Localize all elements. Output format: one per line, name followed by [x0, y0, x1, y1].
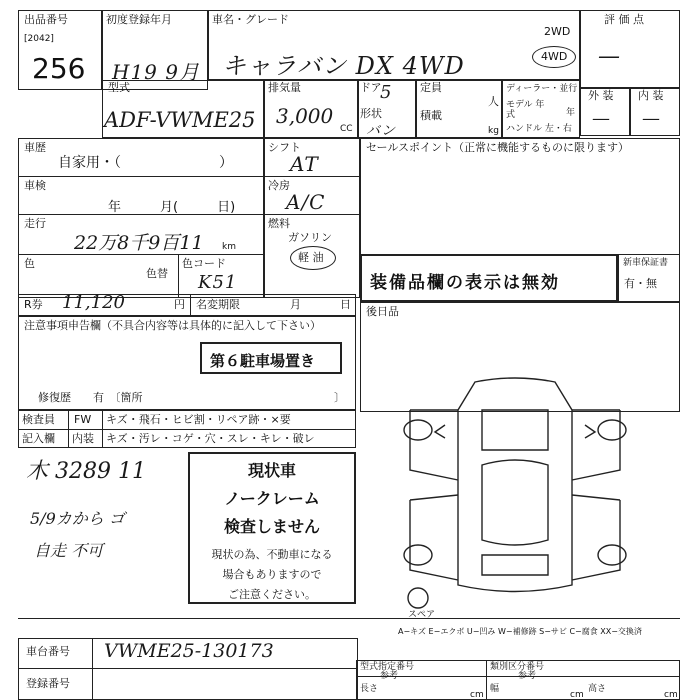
hand-note-3: 自走 不可	[34, 541, 104, 560]
doors-label: ドア	[360, 81, 382, 94]
chassis-value: VWME25-130173	[104, 640, 274, 662]
handle-label: ハンドル 左・右	[506, 124, 572, 134]
lot-code: [2042]	[24, 34, 54, 44]
stamp-line-6: ご注意ください。	[228, 588, 316, 601]
hand-note-1: 木 3289 11	[26, 459, 146, 484]
day-unit: 日	[340, 298, 351, 311]
parking-label: 第６駐車場置き	[210, 352, 316, 370]
dealer-label: ディーラー・並行	[506, 84, 578, 94]
repair-label: 修復歴 有 〔箇所	[38, 391, 143, 404]
warranty-value: 有・無	[624, 277, 657, 290]
model-value: ADF-VWME25	[104, 108, 256, 132]
yen-unit: 円	[174, 298, 185, 311]
ref-label-2: 参考	[518, 671, 537, 681]
width-label: 幅	[490, 684, 500, 694]
shape-value: バン	[366, 123, 396, 139]
color-code-value: K51	[198, 272, 238, 293]
inspector-label: 検査員	[22, 413, 55, 426]
lot-label: 出品番号	[24, 13, 68, 26]
stamp-line-3: 検査しません	[223, 517, 320, 536]
back-item-label: 後日品	[366, 305, 399, 318]
color-change-label: 色替	[146, 267, 168, 280]
fuel-gas: ガソリン	[288, 231, 332, 244]
fw-label: FW	[74, 413, 92, 426]
model-label: 型式	[108, 81, 130, 94]
stamp-line-2: ノークレーム	[224, 489, 320, 508]
mileage-value: 22万8千9百11	[74, 232, 204, 254]
drive-2wd: 2WD	[544, 25, 571, 38]
length-label: 長さ	[360, 684, 379, 694]
use-value: 自家用・（ ）	[58, 155, 233, 171]
car-name-label: 車名・グレード	[212, 13, 289, 26]
ac-value: A/C	[286, 190, 326, 214]
stamp-line-1: 現状車	[247, 461, 296, 480]
height-label: 高さ	[588, 684, 607, 694]
ac-label: 冷房	[268, 179, 290, 192]
fuel-label: 燃料	[268, 217, 290, 230]
color-label: 色	[24, 257, 35, 270]
load-label: 積載	[420, 109, 442, 122]
car-body-diagram	[390, 370, 640, 620]
fw-items: キズ・飛石・ヒビ割・リペア跡・×要	[106, 413, 291, 426]
model-year-label: モデル 年式	[506, 100, 545, 120]
repair-close: 〕	[334, 391, 345, 404]
capacity-label: 定員	[420, 81, 442, 94]
registration-label: 登録番号	[26, 677, 70, 690]
displacement-value: 3,000	[276, 104, 334, 128]
first-reg-label: 初度登録年月	[106, 13, 172, 26]
chassis-label: 車台番号	[26, 645, 70, 658]
cc-unit: CC	[340, 124, 353, 134]
shift-label: シフト	[268, 141, 301, 154]
interior-label: 内 装	[638, 89, 664, 102]
height-unit: cm	[664, 690, 678, 700]
exterior-value: —	[592, 108, 611, 129]
fuel-diesel: 軽 油	[298, 251, 324, 264]
warranty-label: 新車保証書	[623, 258, 669, 268]
lot-number: 256	[32, 52, 86, 85]
equipment-notice: 装備品欄の表示は無効	[370, 273, 560, 293]
name-limit-label: 名変期限	[196, 298, 240, 311]
shift-value: AT	[290, 152, 319, 176]
rating-value: —	[598, 44, 621, 69]
person-unit: 人	[488, 95, 499, 108]
shape-label: 形状	[360, 107, 382, 120]
car-name-value: キャラバン DX 4WD	[222, 52, 465, 80]
width-unit: cm	[570, 690, 584, 700]
km-unit: km	[222, 242, 236, 252]
record-label: 記入欄	[22, 432, 55, 445]
ref-label-1: 参考	[380, 671, 399, 681]
interior-value: —	[642, 108, 661, 129]
inspection-value: 年 月( 日)	[108, 200, 236, 215]
sales-point-label: セールスポイント（正常に機能するものに限ります）	[366, 141, 630, 154]
use-label: 車歴	[24, 141, 46, 154]
model-number-label: 型式指定番号	[360, 662, 415, 672]
recycle-value: 11,120	[62, 292, 125, 313]
hand-note-2: 5/9カから ゴ	[30, 509, 125, 528]
exterior-label: 外 装	[588, 89, 614, 102]
damage-legend: A−キズ E−エクボ U−凹み W−補修跡 S−サビ C−腐食 XX−交換済	[398, 627, 642, 636]
doors-value: 5	[380, 82, 393, 103]
spare-label: スペア	[408, 610, 436, 620]
stamp-line-5: 場合もありますので	[222, 568, 322, 581]
displacement-label: 排気量	[268, 81, 301, 94]
kg-unit: kg	[488, 126, 499, 136]
length-unit: cm	[470, 690, 484, 700]
inspection-label: 車検	[24, 179, 46, 192]
caution-label: 注意事項申告欄（不具合内容等は具体的に記入して下さい）	[24, 319, 321, 332]
interior-items: キズ・汚レ・コゲ・穴・スレ・キレ・破レ	[106, 432, 315, 445]
drive-4wd: 4WD	[541, 50, 568, 63]
first-reg-value: H19 9月	[112, 60, 200, 84]
stamp-line-4: 現状の為、不動車になる	[211, 548, 333, 561]
color-code-label: 色コード	[182, 257, 226, 270]
recycle-label: R券	[24, 298, 43, 311]
rating-label: 評 価 点	[604, 13, 644, 26]
month-unit: 月	[290, 298, 301, 311]
mileage-label: 走行	[24, 217, 46, 230]
interior-short-label: 内装	[72, 432, 94, 445]
year-unit: 年	[566, 108, 576, 118]
class-label: 類別区分番号	[490, 662, 545, 672]
